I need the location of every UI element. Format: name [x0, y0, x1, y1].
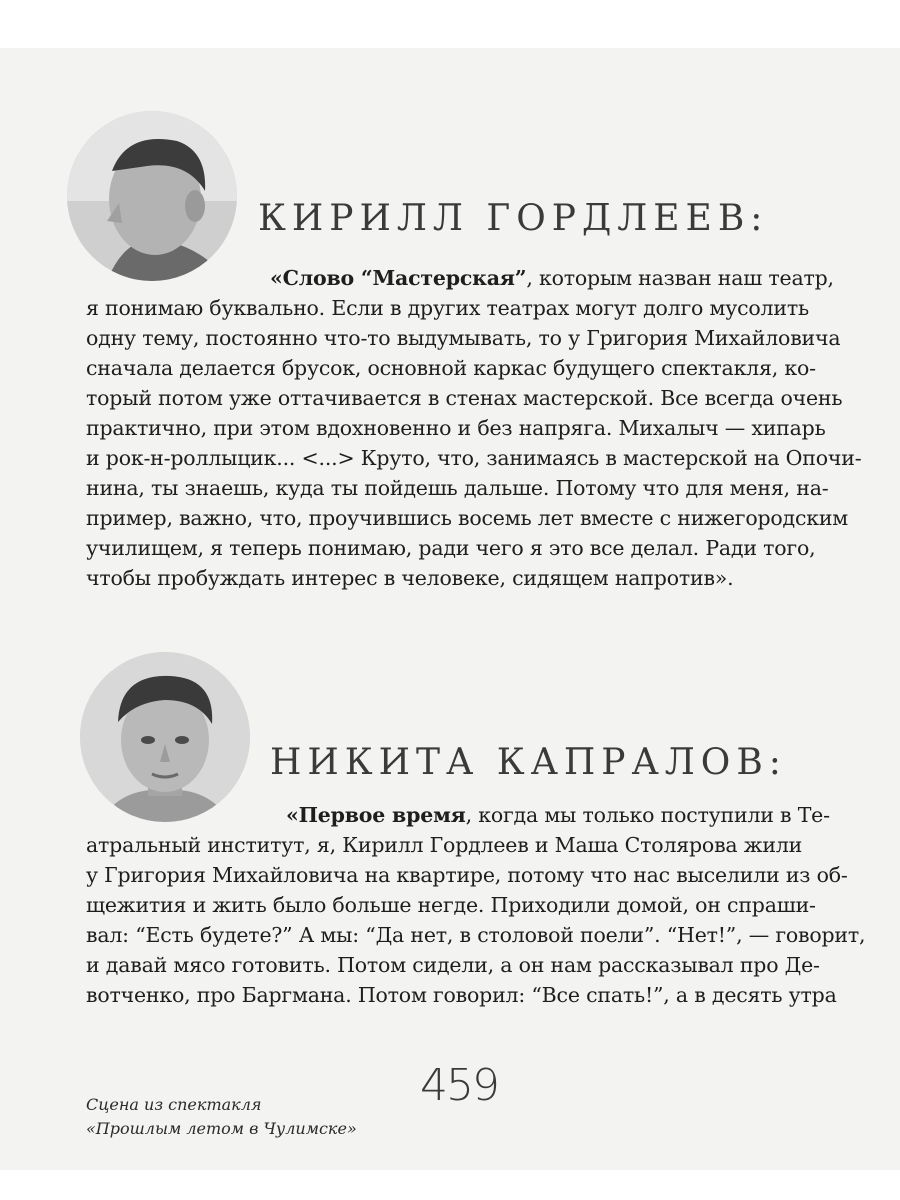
- quote-line: [86, 263, 834, 293]
- portrait-photo: [67, 111, 237, 281]
- page-bottom-margin: [0, 1170, 900, 1200]
- quote-lead: «Слово “Мастерская”: [270, 266, 527, 290]
- quote-block-nikita: [86, 800, 866, 1010]
- portrait-photo: [80, 652, 250, 822]
- caption-line: Сцена из спектакля: [86, 1095, 262, 1114]
- quote-line: училищем, я теперь понимаю, ради чего я это все делал. Ради того,: [86, 536, 816, 560]
- quote-block-kirill: [86, 263, 862, 593]
- caption-line: «Прошлым летом в Чулимске»: [86, 1119, 357, 1138]
- quote-line: вотченко, про Баргмана. Потом говорил: “Все спать!”, а в десять утра: [86, 983, 837, 1007]
- quote-line: нина, ты знаешь, куда ты пойдешь дальше. Потому что для меня, на-: [86, 476, 829, 500]
- quote-line: атральный институт, я, Кирилл Гордлеев и Маша Столярова жили: [86, 833, 803, 857]
- quote-line: и давай мясо готовить. Потом сидели, а он нам рассказывал про Де-: [86, 953, 820, 977]
- quote-line: сначала делается брусок, основной каркас будущего спектакля, ко-: [86, 356, 816, 380]
- quote-lead: «Первое время: [286, 803, 466, 827]
- quote-line: [86, 800, 830, 830]
- portrait-nikita-kapralov: [80, 652, 250, 822]
- quote-line: торый потом уже оттачивается в стенах мастерской. Все всегда очень: [86, 386, 843, 410]
- quote-line: практично, при этом вдохновенно и без напряга. Михалыч — хипарь: [86, 416, 826, 440]
- quote-line: чтобы пробуждать интерес в человеке, сидящем напротив».: [86, 566, 734, 590]
- quote-text: , которым назван наш театр,: [526, 266, 834, 290]
- photo-caption: [86, 1093, 357, 1141]
- page-top-margin: [0, 0, 900, 48]
- quote-line: одну тему, постоянно что-то выдумывать, то у Григория Михайловича: [86, 326, 841, 350]
- portrait-kirill-gordleev: [67, 111, 237, 281]
- quote-line: я понимаю буквально. Если в других театрах могут долго мусолить: [86, 296, 809, 320]
- speaker-name-heading: КИРИЛЛ ГОРДЛЕЕВ:: [258, 198, 769, 239]
- quote-line: вал: “Есть будете?” А мы: “Да нет, в столовой поели”. “Нет!”, — говорит,: [86, 923, 866, 947]
- quote-line: пример, важно, что, проучившись восемь лет вместе с нижегородским: [86, 506, 849, 530]
- quote-line: и рок-н-роллыцик... <...> Круто, что, занимаясь в мастерской на Опочи-: [86, 446, 862, 470]
- quote-line: щежития и жить было больше негде. Приходили домой, он спраши-: [86, 893, 816, 917]
- quote-line: у Григория Михайловича на квартире, потому что нас выселили из об-: [86, 863, 848, 887]
- quote-text: , когда мы только поступили в Те-: [465, 803, 830, 827]
- speaker-name-heading: НИКИТА КАПРАЛОВ:: [270, 742, 787, 783]
- page-number: 459: [420, 1060, 498, 1111]
